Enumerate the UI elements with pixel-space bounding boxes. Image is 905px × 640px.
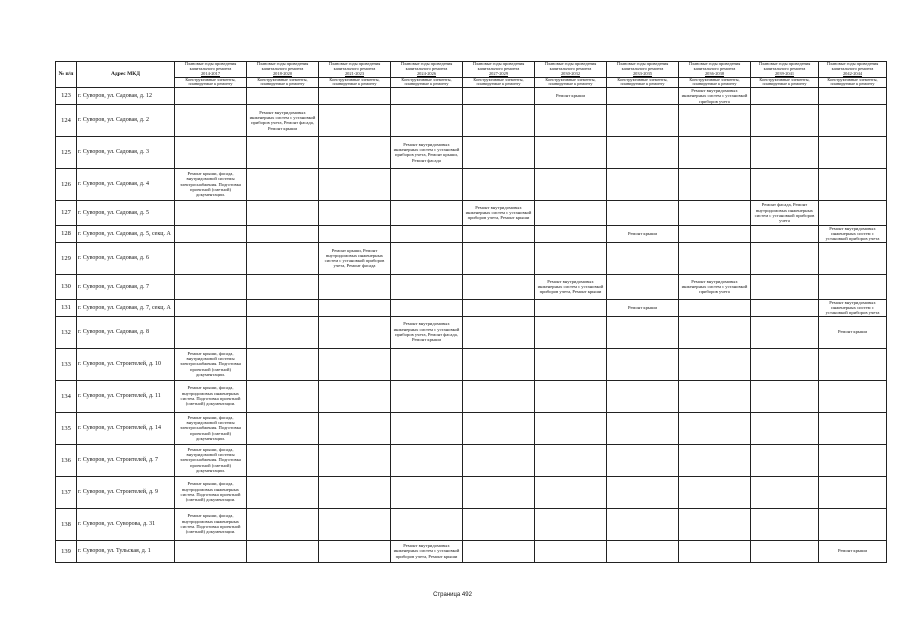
repair-work-cell xyxy=(819,136,887,168)
repair-work-cell: Ремонт внутридомовых инженерных систем с установкой приборов учета xyxy=(679,87,751,104)
repair-work-cell xyxy=(319,316,391,348)
repair-work-cell xyxy=(751,412,819,444)
repair-work-cell xyxy=(679,299,751,316)
repair-work-cell xyxy=(751,316,819,348)
header-elements: Конструктивные элементы, планируемые к ремонту xyxy=(607,77,679,87)
repair-work-cell xyxy=(391,274,463,299)
row-address: г. Суворов, ул. Садовая, д. 2 xyxy=(77,104,175,136)
row-number: 130 xyxy=(56,274,77,299)
repair-work-cell xyxy=(391,242,463,274)
repair-work-cell xyxy=(679,412,751,444)
table-row xyxy=(56,508,887,540)
repair-work-cell xyxy=(319,348,391,380)
header-elements: Конструктивные элементы, планируемые к ремонту xyxy=(175,77,247,87)
repair-work-cell xyxy=(819,508,887,540)
table-row xyxy=(56,200,887,225)
period-years: 2018-2020 xyxy=(272,70,293,76)
repair-work-cell xyxy=(819,476,887,508)
repair-work-cell xyxy=(607,348,679,380)
repair-work-cell xyxy=(247,136,319,168)
repair-work-cell xyxy=(751,136,819,168)
repair-work-cell xyxy=(607,508,679,540)
repair-work-cell xyxy=(679,316,751,348)
repair-work-cell xyxy=(679,225,751,242)
row-number: 135 xyxy=(56,412,77,444)
repair-work-cell xyxy=(463,540,535,562)
row-address: г. Суворов, ул. Садовая, д. 3 xyxy=(77,136,175,168)
period-years: 2039-2041 xyxy=(774,70,795,76)
row-number: 125 xyxy=(56,136,77,168)
table-row xyxy=(56,242,887,274)
repair-work-cell xyxy=(319,380,391,412)
row-address: г. Суворов, ул. Садовая, д. 7, секц. А xyxy=(77,299,175,316)
repair-work-cell xyxy=(463,316,535,348)
header-elements: Конструктивные элементы, планируемые к ремонту xyxy=(751,77,819,87)
table-row xyxy=(56,136,887,168)
repair-work-cell xyxy=(751,476,819,508)
repair-work-cell: Ремонт внутридомовых инженерных систем с установкой приборов учета, Ремонт фасада, Ремонт крыши xyxy=(247,104,319,136)
repair-work-cell xyxy=(679,444,751,476)
repair-work-cell xyxy=(247,412,319,444)
repair-work-cell xyxy=(535,348,607,380)
row-address: г. Суворов, ул. Строителей, д. 14 xyxy=(77,412,175,444)
header-row-elements xyxy=(56,77,887,87)
repair-work-cell xyxy=(751,87,819,104)
repair-work-cell xyxy=(751,299,819,316)
row-number: 131 xyxy=(56,299,77,316)
repair-work-cell xyxy=(463,476,535,508)
header-elements: Конструктивные элементы, планируемые к ремонту xyxy=(819,77,887,87)
repair-work-cell xyxy=(819,412,887,444)
repair-work-cell xyxy=(751,104,819,136)
repair-work-cell xyxy=(247,225,319,242)
repair-work-cell xyxy=(391,476,463,508)
repair-work-cell xyxy=(463,87,535,104)
header-elements: Конструктивные элементы, планируемые к ремонту xyxy=(535,77,607,87)
row-number: 127 xyxy=(56,200,77,225)
repair-work-cell: Ремонт крыши, фасада, внутридомовой системы электроснабжения. Подготовка проектной (сметной) документации. xyxy=(175,168,247,200)
repair-work-cell: Ремонт крыши xyxy=(535,87,607,104)
header-address: Адрес МКД xyxy=(77,62,175,88)
period-prefix: Плановые годы проведения капитального ремонта xyxy=(472,61,525,71)
repair-work-cell xyxy=(247,476,319,508)
row-address: г. Суворов, ул. Садовая, д. 8 xyxy=(77,316,175,348)
header-period xyxy=(535,62,607,78)
repair-work-cell xyxy=(247,348,319,380)
repair-work-cell xyxy=(751,274,819,299)
repair-work-cell xyxy=(819,444,887,476)
repair-work-cell xyxy=(175,299,247,316)
repair-work-cell xyxy=(463,274,535,299)
repair-work-cell xyxy=(679,476,751,508)
repair-work-cell xyxy=(535,412,607,444)
repair-work-cell xyxy=(247,380,319,412)
row-address: г. Суворов, ул. Строителей, д. 11 xyxy=(77,380,175,412)
period-years: 2024-2026 xyxy=(416,70,437,76)
repair-work-cell: Ремонт крыши xyxy=(819,316,887,348)
row-number: 124 xyxy=(56,104,77,136)
repair-work-cell xyxy=(319,87,391,104)
repair-work-cell xyxy=(535,316,607,348)
row-address: г. Суворов, ул. Садовая, д. 6 xyxy=(77,242,175,274)
table-row xyxy=(56,380,887,412)
table-row xyxy=(56,316,887,348)
header-period xyxy=(819,62,887,78)
row-address: г. Суворов, ул. Строителей, д. 7 xyxy=(77,444,175,476)
repair-work-cell xyxy=(319,200,391,225)
repair-work-cell xyxy=(463,412,535,444)
repair-work-cell xyxy=(679,242,751,274)
repair-work-cell xyxy=(679,200,751,225)
repair-work-cell xyxy=(751,348,819,380)
header-period xyxy=(463,62,535,78)
repair-work-cell xyxy=(463,242,535,274)
header-period xyxy=(319,62,391,78)
repair-work-cell xyxy=(247,444,319,476)
repair-work-cell xyxy=(391,104,463,136)
header-period xyxy=(391,62,463,78)
repair-work-cell xyxy=(175,242,247,274)
repair-work-cell: Ремонт крыши xyxy=(607,225,679,242)
repair-work-cell xyxy=(391,168,463,200)
repair-work-cell xyxy=(319,540,391,562)
repair-work-cell xyxy=(175,540,247,562)
repair-work-cell xyxy=(463,508,535,540)
repair-work-cell xyxy=(679,348,751,380)
row-address: г. Суворов, ул. Тульская, д. 1 xyxy=(77,540,175,562)
capital-repair-table xyxy=(55,61,887,563)
header-elements: Конструктивные элементы, планируемые к ремонту xyxy=(319,77,391,87)
header-period xyxy=(607,62,679,78)
period-years: 2042-2044 xyxy=(842,70,863,76)
repair-work-cell xyxy=(175,274,247,299)
table-row xyxy=(56,444,887,476)
repair-work-cell xyxy=(819,200,887,225)
repair-work-cell xyxy=(751,225,819,242)
repair-work-cell xyxy=(751,242,819,274)
row-number: 136 xyxy=(56,444,77,476)
repair-work-cell xyxy=(607,104,679,136)
repair-work-cell xyxy=(247,168,319,200)
repair-work-cell xyxy=(391,299,463,316)
repair-work-cell xyxy=(607,242,679,274)
period-years: 2021-2023 xyxy=(344,70,365,76)
repair-work-cell xyxy=(391,87,463,104)
repair-work-cell xyxy=(175,104,247,136)
repair-work-cell xyxy=(319,136,391,168)
repair-work-cell xyxy=(607,200,679,225)
row-number: 123 xyxy=(56,87,77,104)
period-prefix: Плановые годы проведения капитального ремонта xyxy=(400,61,453,71)
table-row xyxy=(56,225,887,242)
repair-work-cell xyxy=(175,316,247,348)
repair-work-cell xyxy=(535,299,607,316)
period-prefix: Плановые годы проведения капитального ремонта xyxy=(184,61,237,71)
repair-work-cell xyxy=(319,476,391,508)
header-period xyxy=(175,62,247,78)
repair-work-cell xyxy=(679,380,751,412)
repair-work-cell: Ремонт крыши, фасада, внутридомовой системы электроснабжения. Подготовка проектной (сметной) документации. xyxy=(175,444,247,476)
repair-work-cell xyxy=(535,242,607,274)
repair-work-cell xyxy=(751,168,819,200)
repair-work-cell xyxy=(679,168,751,200)
repair-work-cell xyxy=(607,476,679,508)
repair-work-cell xyxy=(819,380,887,412)
repair-work-cell xyxy=(607,540,679,562)
repair-work-cell xyxy=(391,444,463,476)
repair-work-cell: Ремонт крыши, фасада, внутридомовой системы электроснабжения. Подготовка проектной (сметной) документации. xyxy=(175,412,247,444)
repair-work-cell xyxy=(679,136,751,168)
repair-work-cell xyxy=(607,412,679,444)
repair-work-cell xyxy=(751,380,819,412)
period-prefix: Плановые годы проведения капитального ремонта xyxy=(688,61,741,71)
repair-work-cell: Ремонт внутридомовых инженерных систем с установкой приборов учета, Ремонт фасада, Ремонт крыши xyxy=(391,316,463,348)
repair-work-cell xyxy=(819,168,887,200)
row-number: 129 xyxy=(56,242,77,274)
row-number: 139 xyxy=(56,540,77,562)
table-row xyxy=(56,299,887,316)
period-prefix: Плановые годы проведения капитального ремонта xyxy=(616,61,669,71)
row-address: г. Суворов, ул. Строителей, д. 9 xyxy=(77,476,175,508)
repair-work-cell xyxy=(319,225,391,242)
repair-work-cell: Ремонт крыши, фасада, внутридомовой системы электроснабжения. Подготовка проектной (сметной) документации. xyxy=(175,348,247,380)
period-prefix: Плановые годы проведения капитального ремонта xyxy=(826,61,879,71)
repair-work-cell xyxy=(819,242,887,274)
repair-work-cell xyxy=(391,412,463,444)
repair-work-cell xyxy=(535,200,607,225)
repair-work-cell xyxy=(175,200,247,225)
repair-work-cell xyxy=(463,380,535,412)
repair-work-cell xyxy=(391,348,463,380)
row-address: г. Суворов, ул. Суворова, д. 31 xyxy=(77,508,175,540)
repair-work-cell xyxy=(247,87,319,104)
repair-work-cell xyxy=(463,168,535,200)
repair-work-cell xyxy=(463,104,535,136)
row-address: г. Суворов, ул. Садовая, д. 5 xyxy=(77,200,175,225)
repair-work-cell xyxy=(463,299,535,316)
repair-work-cell xyxy=(679,540,751,562)
repair-work-cell xyxy=(819,274,887,299)
repair-work-cell: Ремонт внутридомовых инженерных систем с установкой приборов учета, Ремонт крыши xyxy=(463,200,535,225)
repair-work-cell xyxy=(391,380,463,412)
repair-work-cell xyxy=(319,444,391,476)
table-row xyxy=(56,274,887,299)
repair-work-cell xyxy=(319,168,391,200)
header-elements: Конструктивные элементы, планируемые к ремонту xyxy=(463,77,535,87)
row-address: г. Суворов, ул. Садовая, д. 7 xyxy=(77,274,175,299)
row-number: 138 xyxy=(56,508,77,540)
repair-work-cell xyxy=(535,136,607,168)
header-elements: Конструктивные элементы, планируемые к ремонту xyxy=(679,77,751,87)
repair-work-cell: Ремонт внутридомовых инженерных систем с установкой приборов учета xyxy=(679,274,751,299)
row-number: 133 xyxy=(56,348,77,380)
row-number: 126 xyxy=(56,168,77,200)
repair-work-cell xyxy=(319,104,391,136)
table-row xyxy=(56,476,887,508)
repair-work-cell xyxy=(247,274,319,299)
repair-work-cell xyxy=(819,348,887,380)
row-address: г. Суворов, ул. Садовая, д. 4 xyxy=(77,168,175,200)
repair-work-cell xyxy=(175,136,247,168)
repair-work-cell xyxy=(319,412,391,444)
repair-work-cell xyxy=(175,225,247,242)
period-years: 2030-2032 xyxy=(560,70,581,76)
repair-work-cell xyxy=(319,508,391,540)
repair-work-cell: Ремонт крыши, фасада, внутридомовых инженерных систем. Подготовка проектной (сметной) документации. xyxy=(175,380,247,412)
header-num: № п/п xyxy=(56,62,77,88)
repair-work-cell xyxy=(535,104,607,136)
repair-work-cell: Ремонт крыши xyxy=(819,540,887,562)
period-prefix: Плановые годы проведения капитального ремонта xyxy=(544,61,597,71)
row-number: 137 xyxy=(56,476,77,508)
period-years: 2027-2029 xyxy=(488,70,509,76)
table-body xyxy=(56,87,887,562)
repair-work-cell xyxy=(535,225,607,242)
row-number: 132 xyxy=(56,316,77,348)
repair-work-cell xyxy=(175,87,247,104)
repair-work-cell: Ремонт внутридомовых инженерных систем с установкой приборов учета xyxy=(819,299,887,316)
repair-work-cell xyxy=(247,508,319,540)
repair-work-cell xyxy=(463,225,535,242)
repair-work-cell xyxy=(535,476,607,508)
period-prefix: Плановые годы проведения капитального ремонта xyxy=(328,61,381,71)
repair-work-cell xyxy=(535,508,607,540)
repair-work-cell: Ремонт внутридомовых инженерных систем с установкой приборов учета, Ремонт крыши xyxy=(535,274,607,299)
repair-work-cell xyxy=(535,168,607,200)
repair-work-cell: Ремонт крыши, фасада, внутридомовых инженерных систем. Подготовка проектной (сметной) документации. xyxy=(175,476,247,508)
repair-work-cell xyxy=(819,87,887,104)
table-row xyxy=(56,540,887,562)
repair-work-cell xyxy=(819,104,887,136)
repair-work-cell xyxy=(679,104,751,136)
row-address: г. Суворов, ул. Садовая, д. 5, секц. А xyxy=(77,225,175,242)
row-address: г. Суворов, ул. Строителей, д. 10 xyxy=(77,348,175,380)
table-row xyxy=(56,348,887,380)
page-number: Страница 492 xyxy=(433,592,472,598)
repair-work-cell: Ремонт фасада, Ремонт внутридомовых инженерных систем с установкой приборов учета xyxy=(751,200,819,225)
repair-work-cell xyxy=(751,508,819,540)
repair-work-cell xyxy=(319,299,391,316)
repair-work-cell xyxy=(607,168,679,200)
repair-work-cell xyxy=(535,444,607,476)
repair-work-cell xyxy=(607,380,679,412)
header-period xyxy=(751,62,819,78)
repair-work-cell: Ремонт крыши, Ремонт внутридомовых инженерных систем с установкой приборов учета, Ремонт фасада xyxy=(319,242,391,274)
repair-work-cell: Ремонт внутридомовых инженерных систем с установкой приборов учета xyxy=(819,225,887,242)
repair-work-cell: Ремонт крыши xyxy=(607,299,679,316)
repair-work-cell xyxy=(535,540,607,562)
header-elements: Конструктивные элементы, планируемые к ремонту xyxy=(391,77,463,87)
period-prefix: Плановые годы проведения капитального ремонта xyxy=(256,61,309,71)
period-years: 2033-2035 xyxy=(632,70,653,76)
repair-work-cell xyxy=(463,444,535,476)
table-row xyxy=(56,104,887,136)
table-row xyxy=(56,87,887,104)
repair-work-cell xyxy=(607,136,679,168)
repair-work-cell: Ремонт крыши, фасада, внутридомовых инженерных систем. Подготовка проектной (сметной) документации. xyxy=(175,508,247,540)
repair-work-cell xyxy=(247,316,319,348)
repair-work-cell xyxy=(463,348,535,380)
table-row xyxy=(56,412,887,444)
row-address: г. Суворов, ул. Садовая, д. 12 xyxy=(77,87,175,104)
header-elements: Конструктивные элементы, планируемые к ремонту xyxy=(247,77,319,87)
repair-work-cell xyxy=(535,380,607,412)
repair-work-cell xyxy=(391,225,463,242)
period-years: 2036-2038 xyxy=(704,70,725,76)
row-number: 134 xyxy=(56,380,77,412)
repair-work-cell xyxy=(607,444,679,476)
repair-work-cell xyxy=(751,444,819,476)
repair-work-cell xyxy=(607,316,679,348)
repair-work-cell xyxy=(247,540,319,562)
repair-work-cell xyxy=(319,274,391,299)
repair-work-cell xyxy=(247,200,319,225)
header-period xyxy=(247,62,319,78)
repair-work-cell xyxy=(679,508,751,540)
repair-work-cell xyxy=(247,299,319,316)
repair-work-cell xyxy=(391,200,463,225)
repair-work-cell xyxy=(391,508,463,540)
repair-work-cell xyxy=(607,274,679,299)
repair-work-cell xyxy=(607,87,679,104)
header-period xyxy=(679,62,751,78)
period-years: 2014-2017 xyxy=(200,70,221,76)
row-number: 128 xyxy=(56,225,77,242)
repair-work-cell: Ремонт внутридомовых инженерных систем с установкой приборов учета, Ремонт крыши, Ремонт фасада xyxy=(391,136,463,168)
table-row xyxy=(56,168,887,200)
repair-work-cell: Ремонт внутридомовых инженерных систем с установкой приборов учета, Ремонт крыши xyxy=(391,540,463,562)
header-row-periods xyxy=(56,62,887,78)
repair-work-cell xyxy=(247,242,319,274)
repair-work-cell xyxy=(751,540,819,562)
repair-work-cell xyxy=(463,136,535,168)
period-prefix: Плановые годы проведения капитального ремонта xyxy=(758,61,811,71)
